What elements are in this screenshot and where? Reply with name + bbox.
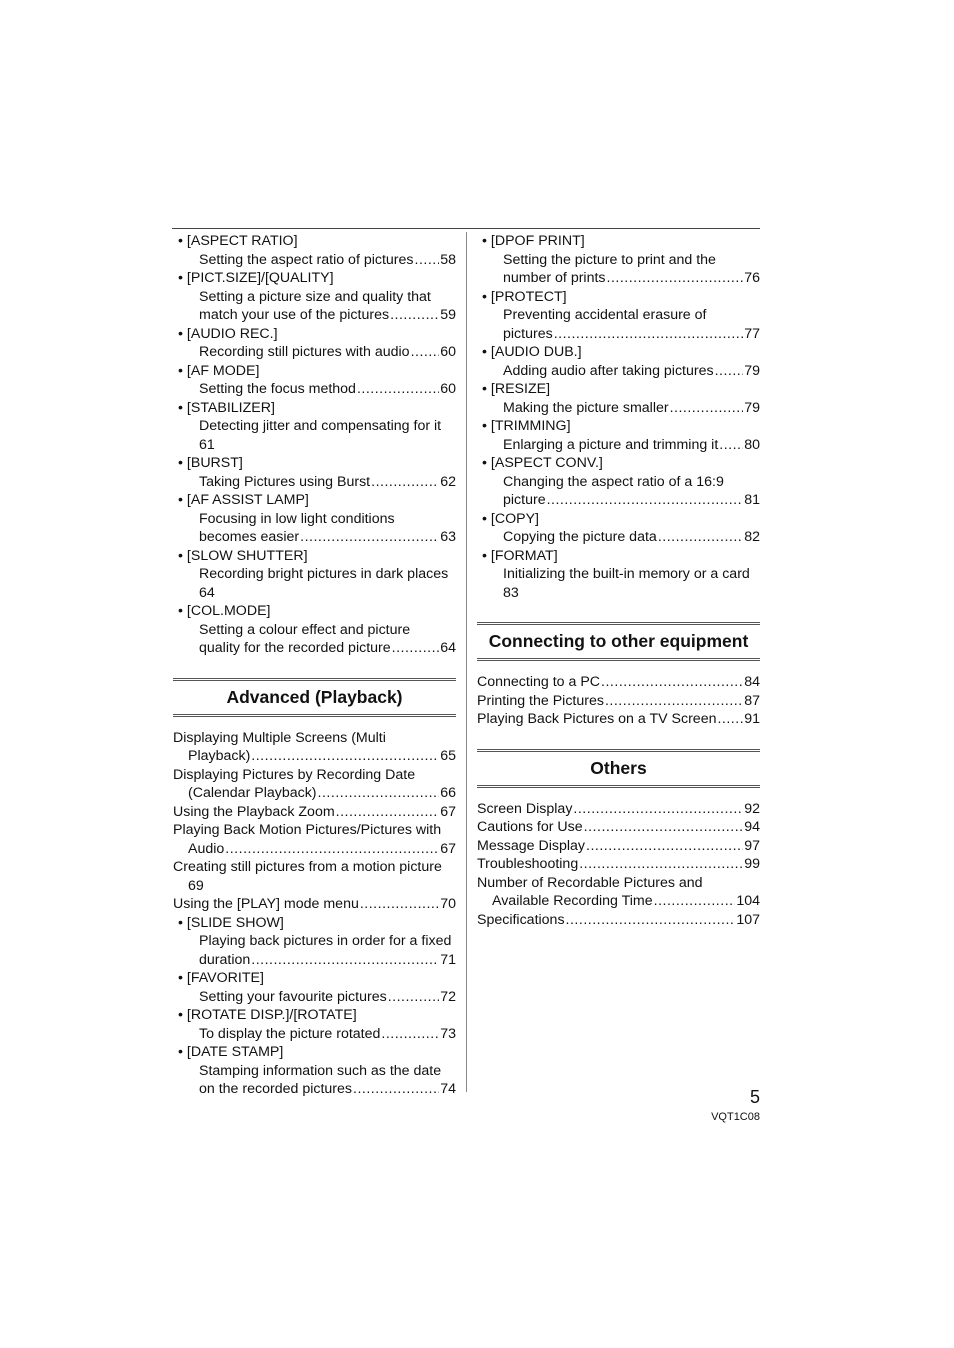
toc-item-heading: • [AF ASSIST LAMP]	[178, 492, 309, 508]
toc-entry	[173, 766, 456, 803]
page-ref: 67	[440, 840, 456, 857]
dot-leader	[357, 380, 439, 399]
toc-item	[173, 547, 456, 603]
dot-leader	[717, 710, 743, 729]
toc-item-desc-line	[173, 639, 456, 658]
page-ref: 94	[744, 819, 760, 835]
page-ref: 83	[503, 584, 519, 601]
toc-item-desc: Playing back pictures in order for a fixed	[199, 933, 452, 949]
page-ref: 76	[744, 270, 760, 286]
page-ref: 69	[188, 877, 204, 894]
entry-text: Printing the Pictures	[477, 692, 604, 709]
page-ref: 64	[199, 584, 215, 601]
toc-item-heading: • [TRIMMING]	[482, 418, 571, 434]
entry-text: Cautions for Use	[477, 819, 583, 835]
toc-item-heading: • [AF MODE]	[178, 362, 260, 379]
toc-entry-line	[173, 784, 456, 803]
page-ref: 67	[440, 803, 456, 820]
entry-text: Setting the focus method	[199, 381, 356, 397]
toc-entry-line	[477, 911, 760, 930]
toc-item-desc: Stamping information such as the date	[199, 1062, 442, 1079]
entry-text: Setting your favourite pictures	[199, 988, 387, 1005]
dot-leader	[415, 251, 440, 270]
toc-entry-line	[477, 710, 760, 729]
entry-text: Screen Display	[477, 800, 573, 817]
toc-item-heading: • [ASPECT RATIO]	[178, 233, 298, 249]
toc-item-desc: Setting the picture to print and the	[503, 251, 716, 268]
toc-item-desc-line	[173, 306, 456, 325]
toc-entry-text: Displaying Multiple Screens (Multi	[173, 729, 386, 746]
page-ref: 104	[736, 893, 760, 909]
page-ref: 77	[744, 325, 760, 342]
toc-item	[477, 288, 760, 344]
toc-item-heading: • [FORMAT]	[482, 547, 558, 564]
toc-entry	[173, 803, 456, 822]
entry-text: Copying the picture data	[503, 529, 657, 545]
toc-item-desc: Setting a picture size and quality that	[199, 288, 431, 305]
toc-item-desc-line	[173, 988, 456, 1007]
toc-entry	[477, 710, 760, 729]
page-ref: 79	[744, 362, 760, 379]
dot-leader	[381, 1025, 439, 1044]
toc-entry	[477, 837, 760, 856]
toc-item	[477, 380, 760, 417]
section-others	[477, 749, 760, 788]
toc-item-desc-line	[477, 269, 760, 288]
toc-item-heading: • [ROTATE DISP.]/[ROTATE]	[178, 1007, 357, 1023]
page-ref: 99	[744, 856, 760, 872]
toc-entry-line	[173, 895, 456, 914]
toc-entry-line	[477, 673, 760, 692]
toc-item-desc-line	[173, 1025, 456, 1044]
page-ref: 64	[440, 640, 456, 656]
toc-item	[173, 914, 456, 970]
dot-leader	[300, 528, 439, 547]
entry-text: Recording still pictures with audio	[199, 344, 410, 360]
toc-item-desc: Setting a colour effect and picture	[199, 621, 411, 638]
toc-entry-text: Playing Back Motion Pictures/Pictures with	[173, 822, 442, 838]
toc-item-heading: • [SLIDE SHOW]	[178, 914, 284, 931]
page-ref: 60	[440, 344, 456, 360]
toc-item	[173, 362, 456, 399]
dot-leader	[605, 692, 743, 711]
toc-item-desc: Preventing accidental erasure of	[503, 307, 707, 323]
toc-item-desc: Initializing the built-in memory or a card	[503, 566, 750, 582]
page-ref: 71	[440, 951, 456, 968]
entry-text: Troubleshooting	[477, 856, 579, 872]
toc-entry-line	[477, 692, 760, 711]
toc-entry-line	[477, 892, 760, 911]
dot-leader	[719, 436, 743, 455]
column-divider	[466, 232, 467, 1092]
toc-item-desc-line	[477, 436, 760, 455]
toc-item-heading: • [BURST]	[178, 455, 243, 471]
entry-text: Enlarging a picture and trimming it	[503, 436, 719, 453]
entry-text: Specifications	[477, 911, 565, 928]
dot-leader	[390, 306, 439, 325]
toc-entry	[477, 911, 760, 930]
entry-text: match your use of the pictures	[199, 307, 390, 323]
toc-item-heading: • [AUDIO DUB.]	[482, 344, 582, 360]
dot-leader	[607, 269, 744, 288]
toc-item	[173, 969, 456, 1006]
dot-leader	[251, 951, 439, 970]
toc-item-desc-line	[477, 325, 760, 344]
dot-leader	[654, 892, 736, 911]
section-title: Advanced (Playback)	[173, 680, 456, 715]
right-column	[477, 232, 760, 929]
toc-item	[173, 1006, 456, 1043]
toc-entry	[477, 673, 760, 692]
section-connecting	[477, 622, 760, 661]
page-ref: 62	[440, 473, 456, 490]
page-ref: 74	[440, 1081, 456, 1097]
entry-text: Adding audio after taking pictures	[503, 362, 714, 379]
page-ref: 73	[440, 1025, 456, 1042]
page-ref: 65	[440, 748, 456, 764]
toc-item-desc-line	[477, 491, 760, 510]
entry-text: becomes easier	[199, 529, 300, 545]
dot-leader	[670, 399, 744, 418]
entry-text: Using the [PLAY] mode menu	[173, 896, 359, 912]
entry-text: Making the picture smaller	[503, 399, 669, 416]
toc-item	[477, 454, 760, 510]
toc-entry	[477, 855, 760, 874]
toc-item-desc-line	[173, 528, 456, 547]
toc-item-heading: • [STABILIZER]	[178, 399, 275, 416]
section-title: Others	[477, 751, 760, 786]
left-column	[173, 232, 456, 1099]
entry-text: Taking Pictures using Burst	[199, 473, 371, 490]
dot-leader	[579, 855, 743, 874]
dot-leader	[336, 803, 440, 822]
left-settings-list	[173, 232, 456, 658]
toc-item-desc-line	[173, 951, 456, 970]
page-ref: 81	[744, 492, 760, 508]
toc-item-heading: • [DATE STAMP]	[178, 1044, 284, 1060]
toc-entry	[173, 821, 456, 858]
toc-item-heading: • [PICT.SIZE]/[QUALITY]	[178, 270, 334, 286]
dot-leader	[392, 639, 440, 658]
dot-leader	[353, 1080, 439, 1099]
dot-leader	[388, 988, 440, 1007]
dot-leader	[371, 473, 439, 492]
toc-item	[173, 269, 456, 325]
entry-text: (Calendar Playback)	[188, 785, 317, 801]
toc-item-desc: Changing the aspect ratio of a 16:9	[503, 473, 724, 490]
dot-leader	[658, 528, 743, 547]
page-ref: 58	[440, 251, 456, 268]
toc-item-desc-line	[477, 399, 760, 418]
toc-item	[173, 454, 456, 491]
entry-text: To display the picture rotated	[199, 1025, 381, 1042]
toc-entry	[477, 818, 760, 837]
section-title: Connecting to other equipment	[477, 624, 760, 659]
toc-item-desc-line	[173, 473, 456, 492]
dot-leader	[411, 343, 440, 362]
entry-text: Using the Playback Zoom	[173, 803, 335, 820]
toc-entry	[477, 800, 760, 819]
toc-entry-text: Displaying Pictures by Recording Date	[173, 766, 416, 783]
dot-leader	[360, 895, 439, 914]
toc-entry	[173, 858, 456, 895]
toc-item-heading: • [PROTECT]	[482, 288, 567, 305]
page-ref: 87	[744, 692, 760, 709]
page-ref: 84	[744, 674, 760, 690]
toc-item-desc: Focusing in low light conditions	[199, 510, 395, 527]
toc-item	[477, 417, 760, 454]
toc-entry	[173, 895, 456, 914]
toc-entry-line	[477, 837, 760, 856]
toc-entry	[477, 874, 760, 911]
toc-item-desc: Recording bright pictures in dark places	[199, 566, 449, 582]
page-ref: 66	[440, 785, 456, 801]
toc-item-heading: • [SLOW SHUTTER]	[178, 547, 308, 564]
dot-leader	[251, 747, 439, 766]
entry-text: picture	[503, 492, 546, 508]
toc-item-desc-line	[173, 380, 456, 399]
toc-item	[173, 232, 456, 269]
toc-item-desc-line	[173, 1080, 456, 1099]
right-settings-list	[477, 232, 760, 602]
right-connecting-list	[477, 673, 760, 729]
toc-item-heading: • [AUDIO REC.]	[178, 325, 278, 342]
left-playback-list	[173, 729, 456, 914]
dot-leader	[601, 673, 743, 692]
toc-item-desc-line	[477, 362, 760, 381]
entry-text: Setting the aspect ratio of pictures	[199, 251, 414, 268]
entry-text: Playback)	[188, 748, 251, 764]
toc-item-desc-line	[173, 343, 456, 362]
toc-item-desc: Detecting jitter and compensating for it	[199, 418, 442, 434]
entry-text: quality for the recorded picture	[199, 640, 391, 656]
toc-entry-line	[173, 840, 456, 859]
toc-entry-line	[477, 800, 760, 819]
page-ref: 80	[744, 436, 760, 453]
page-ref: 63	[440, 529, 456, 545]
toc-item-heading: • [COL.MODE]	[178, 603, 271, 619]
toc-entry-line	[173, 803, 456, 822]
page-ref: 79	[744, 399, 760, 416]
entry-text: number of prints	[503, 270, 606, 286]
toc-entry-line	[173, 747, 456, 766]
entry-text: Audio	[188, 840, 225, 857]
page-ref: 61	[199, 436, 215, 453]
toc-entry-line	[477, 818, 760, 837]
toc-item-heading: • [ASPECT CONV.]	[482, 455, 603, 471]
toc-item	[173, 399, 456, 455]
dot-leader	[715, 362, 744, 381]
toc-item	[477, 510, 760, 547]
toc-item-heading: • [FAVORITE]	[178, 970, 264, 986]
toc-entry	[477, 692, 760, 711]
dot-leader	[573, 800, 743, 819]
entry-text: on the recorded pictures	[199, 1081, 353, 1097]
entry-text: Playing Back Pictures on a TV Screen	[477, 711, 717, 727]
toc-item-desc-line	[477, 528, 760, 547]
page-ref: 60	[440, 381, 456, 397]
page-ref: 107	[736, 911, 760, 928]
dot-leader	[318, 784, 440, 803]
dot-leader	[584, 818, 744, 837]
toc-entry-line	[477, 855, 760, 874]
section-advanced-playback	[173, 678, 456, 717]
dot-leader	[554, 325, 744, 344]
toc-item-heading: • [COPY]	[482, 510, 539, 527]
page-ref: 82	[744, 529, 760, 545]
toc-item	[173, 602, 456, 658]
entry-text: Message Display	[477, 837, 586, 854]
toc-entry	[173, 729, 456, 766]
left-play-menu-list	[173, 914, 456, 1099]
right-others-list	[477, 800, 760, 930]
page-ref: 72	[440, 988, 456, 1005]
toc-entry-text: Number of Recordable Pictures and	[477, 874, 703, 891]
page-ref: 70	[440, 896, 456, 912]
dot-leader	[586, 837, 743, 856]
top-rule	[172, 228, 760, 229]
toc-item-heading: • [RESIZE]	[482, 381, 551, 397]
dot-leader	[225, 840, 439, 859]
toc-entry-text: Creating still pictures from a motion picture	[173, 859, 442, 875]
toc-item	[173, 1043, 456, 1099]
dot-leader	[547, 491, 744, 510]
page-ref: 59	[440, 307, 456, 323]
toc-item-desc-line	[173, 251, 456, 270]
toc-item	[477, 547, 760, 603]
toc-item	[477, 232, 760, 288]
entry-text: pictures	[503, 325, 553, 342]
entry-text: Connecting to a PC	[477, 674, 601, 690]
toc-item-heading: • [DPOF PRINT]	[482, 233, 585, 249]
page-ref: 97	[744, 837, 760, 854]
toc-item	[477, 343, 760, 380]
toc-item	[173, 491, 456, 547]
entry-text: duration	[199, 951, 251, 968]
page-ref: 91	[744, 711, 760, 727]
page-ref: 92	[744, 800, 760, 817]
entry-text: Available Recording Time	[492, 893, 653, 909]
page-number: 5	[749, 1087, 760, 1107]
toc-item	[173, 325, 456, 362]
document-code: VQT1C08	[711, 1111, 760, 1123]
dot-leader	[566, 911, 736, 930]
